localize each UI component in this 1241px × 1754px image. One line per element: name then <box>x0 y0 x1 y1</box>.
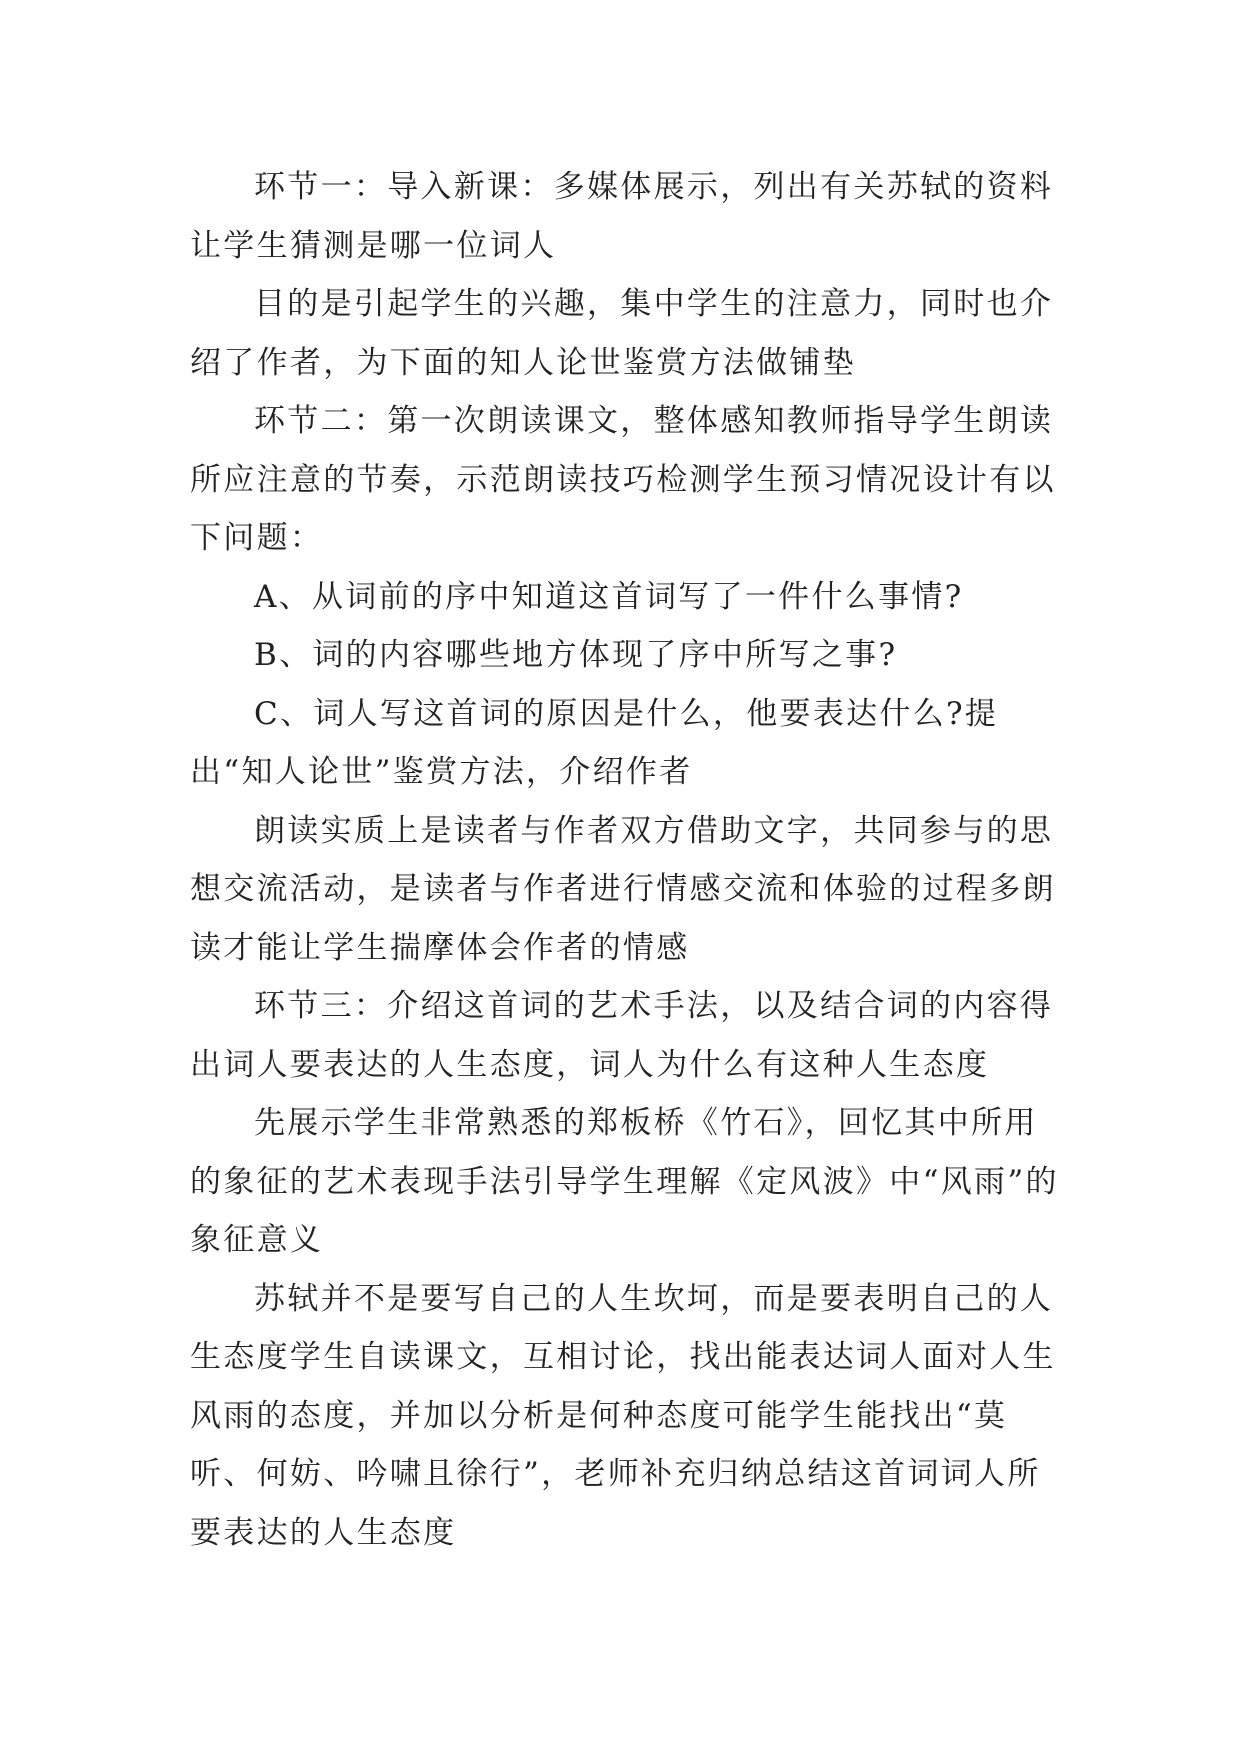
paragraph-1: 环节一：导入新课：多媒体展示，列出有关苏轼的资料让学生猜测是哪一位词人 <box>190 169 1054 264</box>
paragraph-8: 环节三：介绍这首词的艺术手法，以及结合词的内容得出词人要表达的人生态度，词人为什么有这种人生态度 <box>190 988 1054 1083</box>
document-body <box>190 158 1060 1562</box>
paragraph-2: 目的是引起学生的兴趣，集中学生的注意力，同时也介绍了作者，为下面的知人论世鉴赏方法做铺垫 <box>190 286 1054 381</box>
paragraph-7: 朗读实质上是读者与作者双方借助文字，共同参与的思想交流活动，是读者与作者进行情感交流和体验的过程多朗读才能让学生揣摩体会作者的情感 <box>190 812 1056 966</box>
paragraph-4: A、从词前的序中知道这首词写了一件什么事情? <box>254 578 964 615</box>
paragraph-3: 环节二：第一次朗读课文，整体感知教师指导学生朗读所应注意的节奏，示范朗读技巧检测学生预习情况设计有以下问题： <box>190 403 1056 556</box>
paragraph-5: B、词的内容哪些地方体现了序中所写之事? <box>254 637 898 673</box>
paragraph-10: 苏轼并不是要写自己的人生坎坷，而是要表明自己的人生态度学生自读课文，互相讨论，找出能表达词人面对人生风雨的态度，并加以分析是何种态度可能学生能找出“莫听、何妨、吟啸且徐行”，老师补充归纳总结这首词词人所要表达的人生态度 <box>190 1280 1056 1551</box>
paragraph-9: 先展示学生非常熟悉的郑板桥《竹石》，回忆其中所用的象征的艺术表现手法引导学生理解《定风波》中“风雨”的象征意义 <box>190 1105 1059 1258</box>
paragraph-6: C、词人写这首词的原因是什么，他要表达什么?提出“知人论世”鉴赏方法，介绍作者 <box>190 695 999 790</box>
